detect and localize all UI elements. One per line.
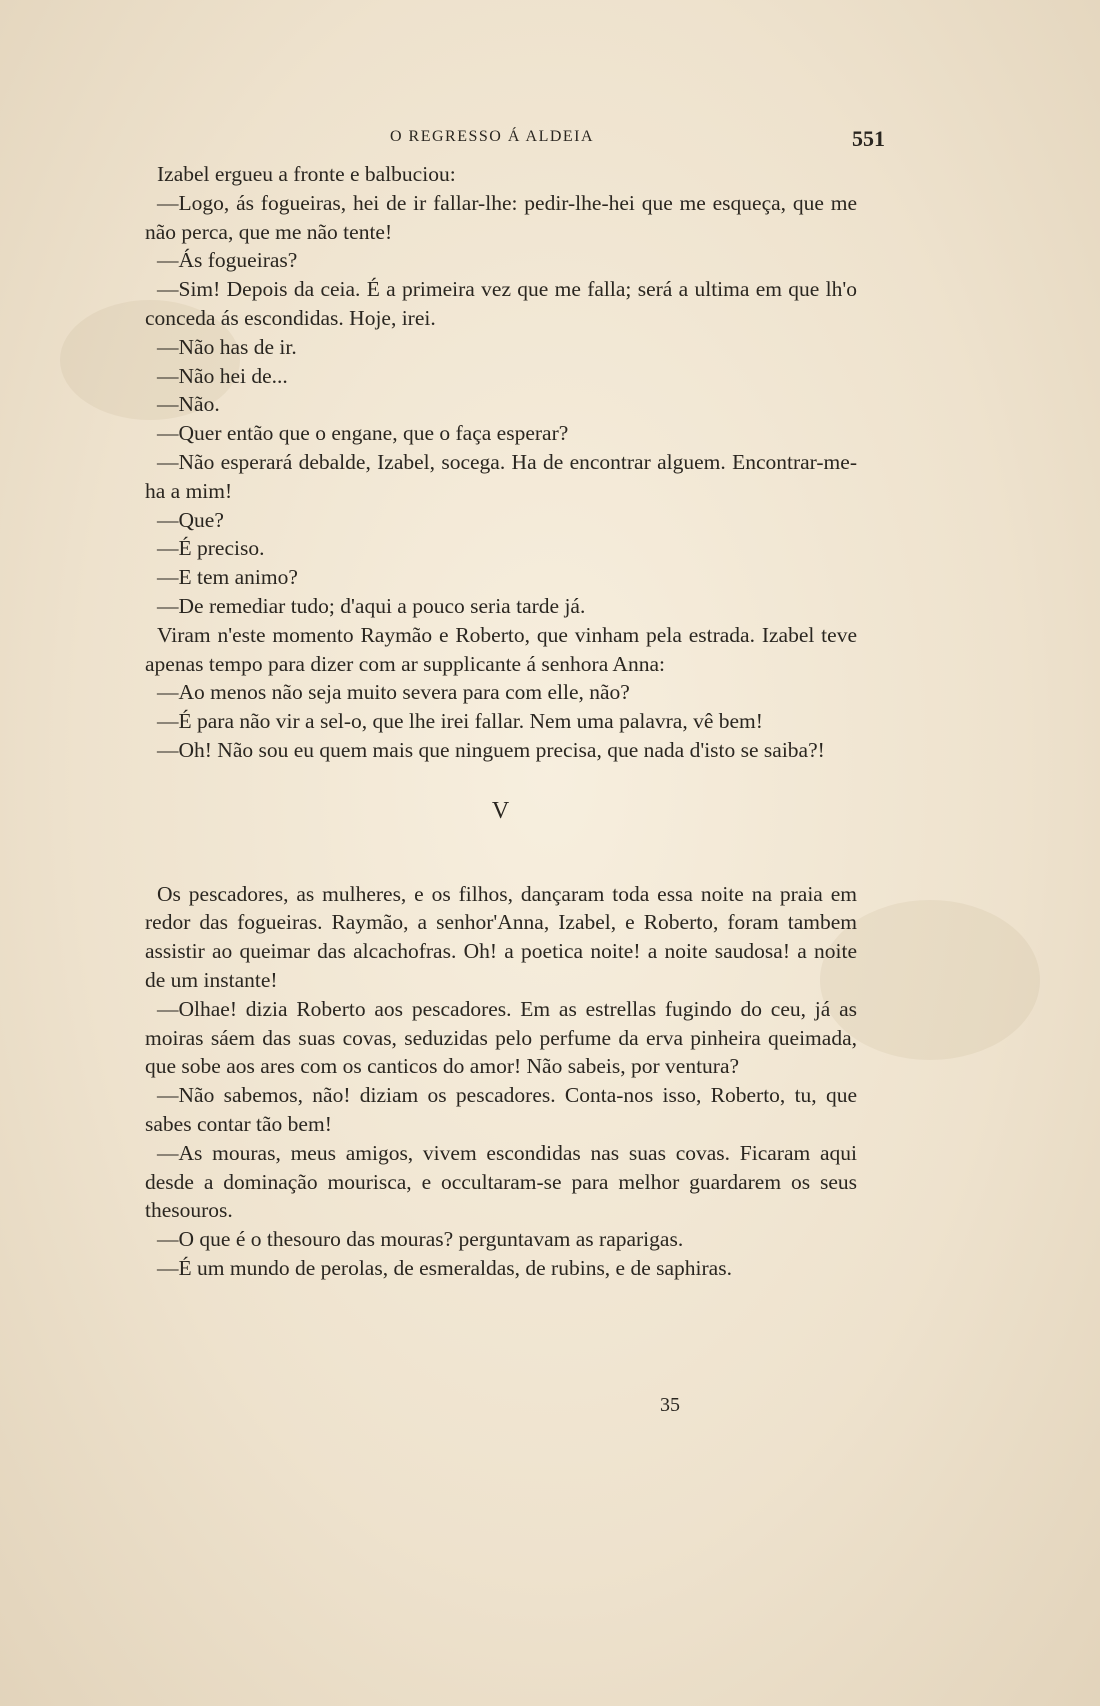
- paragraph: —E tem animo?: [157, 565, 298, 590]
- paragraph: —Sim! Depois da ceia. É a primeira vez que me falla; será a ultima em que lh'o conceda ás escondidas. Hoje, irei.: [145, 277, 857, 330]
- paragraph: —É preciso.: [157, 536, 265, 561]
- paragraph: —Ao menos não seja muito severa para com elle, não?: [157, 680, 630, 705]
- paragraph: —Que?: [157, 507, 224, 532]
- paragraph: —Quer então que o engane, que o faça esperar?: [157, 421, 569, 446]
- paragraph: —As mouras, meus amigos, vivem escondidas nas suas covas. Ficaram aqui desde a dominação mourisca, e occultaram-se para melhor guardarem os seus thesouros.: [145, 1140, 857, 1223]
- paragraph: —Olhae! dizia Roberto aos pescadores. Em as estrellas fugindo do ceu, já as moiras sáem das suas covas, seduzidas pelo perfume da erva pinheira queimada, que sobe aos ares com os canticos do amor! Não sabeis, por ventura?: [145, 996, 857, 1079]
- paragraph: Viram n'este momento Raymão e Roberto, que vinham pela estrada. Izabel teve apenas tempo para dizer com ar supplicante á senhora Anna:: [145, 622, 857, 676]
- running-title: O REGRESSO Á ALDEIA: [390, 128, 595, 145]
- paragraph: —Não.: [157, 392, 220, 417]
- paragraph: Izabel ergueu a fronte e balbuciou:: [157, 162, 456, 186]
- paragraph: —É para não vir a sel-o, que lhe irei fallar. Nem uma palavra, vê bem!: [157, 709, 763, 734]
- paragraph: Os pescadores, as mulheres, e os filhos, dançaram toda essa noite na praia em redor das fogueiras. Raymão, a senhor'Anna, Izabel, e Roberto, foram tambem assistir ao queimar das alcachofras. Oh! a poetica noite! a noite saudosa! a noite de um instante!: [145, 881, 857, 992]
- paragraph: —Não hei de...: [157, 363, 288, 388]
- paragraph: —Logo, ás fogueiras, hei de ir fallar-lhe: pedir-lhe-hei que me esqueça, que me não perca, que me não tente!: [145, 190, 857, 244]
- paragraph: —De remediar tudo; d'aqui a pouco seria tarde já.: [157, 593, 586, 618]
- page-number: 551: [852, 126, 885, 151]
- paragraph: —Não sabemos, não! diziam os pescadores. Conta-nos isso, Roberto, tu, que sabes contar tão bem!: [145, 1083, 857, 1136]
- paragraph: —Ás fogueiras?: [157, 248, 298, 273]
- paragraph: —Não has de ir.: [157, 334, 297, 359]
- page-header: [145, 126, 885, 156]
- signature-mark: 35: [660, 1394, 680, 1416]
- body-text: [145, 160, 857, 1283]
- paragraph: —É um mundo de perolas, de esmeraldas, de rubins, e de saphiras.: [157, 1255, 732, 1280]
- paragraph: —Não esperará debalde, Izabel, socega. Ha de encontrar alguem. Encontrar-me-ha a mim!: [145, 449, 857, 503]
- paragraph: —Oh! Não sou eu quem mais que ninguem precisa, que nada d'isto se saiba?!: [157, 737, 825, 762]
- chapter-heading: V: [491, 797, 511, 824]
- paragraph: —O que é o thesouro das mouras? perguntavam as raparigas.: [157, 1227, 684, 1252]
